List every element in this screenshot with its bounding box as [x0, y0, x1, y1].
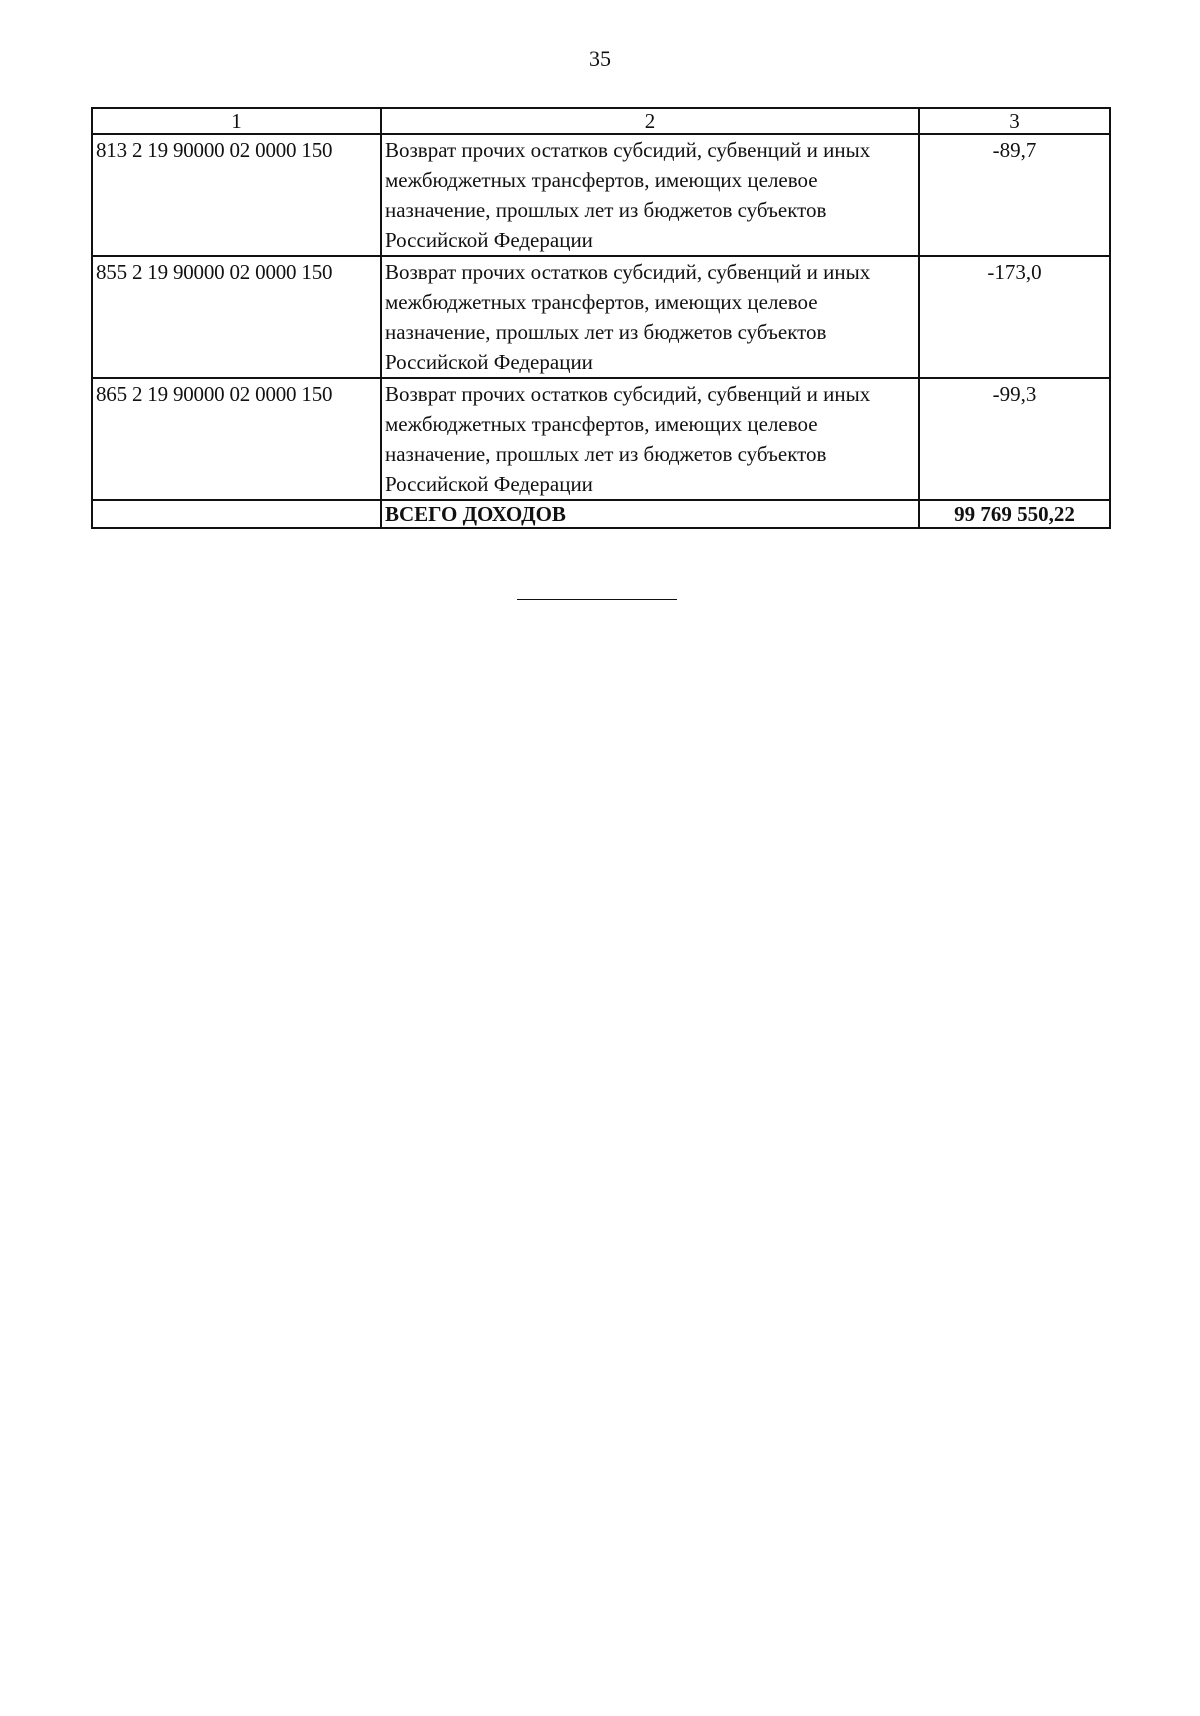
- description-cell: Возврат прочих остатков субсидий, субвенций и иных межбюджетных трансфертов, имеющих целевое назначение, прошлых лет из бюджетов субъектов Российской Федерации: [381, 378, 919, 500]
- page-number: 35: [589, 46, 611, 71]
- column-header-description: 2: [381, 108, 919, 134]
- end-of-document-rule: [517, 599, 677, 600]
- column-header-amount: 3: [919, 108, 1110, 134]
- budget-code-cell: 865 2 19 90000 02 0000 150: [92, 378, 381, 500]
- amount-cell: -99,3: [919, 378, 1110, 500]
- revenue-table: [91, 107, 1111, 529]
- table-row: [92, 134, 1110, 256]
- column-header-code: 1: [92, 108, 381, 134]
- table-header-row: [92, 108, 1110, 134]
- description-cell: Возврат прочих остатков субсидий, субвенций и иных межбюджетных трансфертов, имеющих целевое назначение, прошлых лет из бюджетов субъектов Российской Федерации: [381, 134, 919, 256]
- description-cell: Возврат прочих остатков субсидий, субвенций и иных межбюджетных трансфертов, имеющих целевое назначение, прошлых лет из бюджетов субъектов Российской Федерации: [381, 256, 919, 378]
- amount-cell: -89,7: [919, 134, 1110, 256]
- total-amount: 99 769 550,22: [919, 500, 1110, 528]
- total-label: ВСЕГО ДОХОДОВ: [381, 500, 919, 528]
- budget-code-cell: 813 2 19 90000 02 0000 150: [92, 134, 381, 256]
- total-empty-cell: [92, 500, 381, 528]
- table-row: [92, 256, 1110, 378]
- table-row: [92, 378, 1110, 500]
- amount-cell: -173,0: [919, 256, 1110, 378]
- total-row: [92, 500, 1110, 528]
- budget-code-cell: 855 2 19 90000 02 0000 150: [92, 256, 381, 378]
